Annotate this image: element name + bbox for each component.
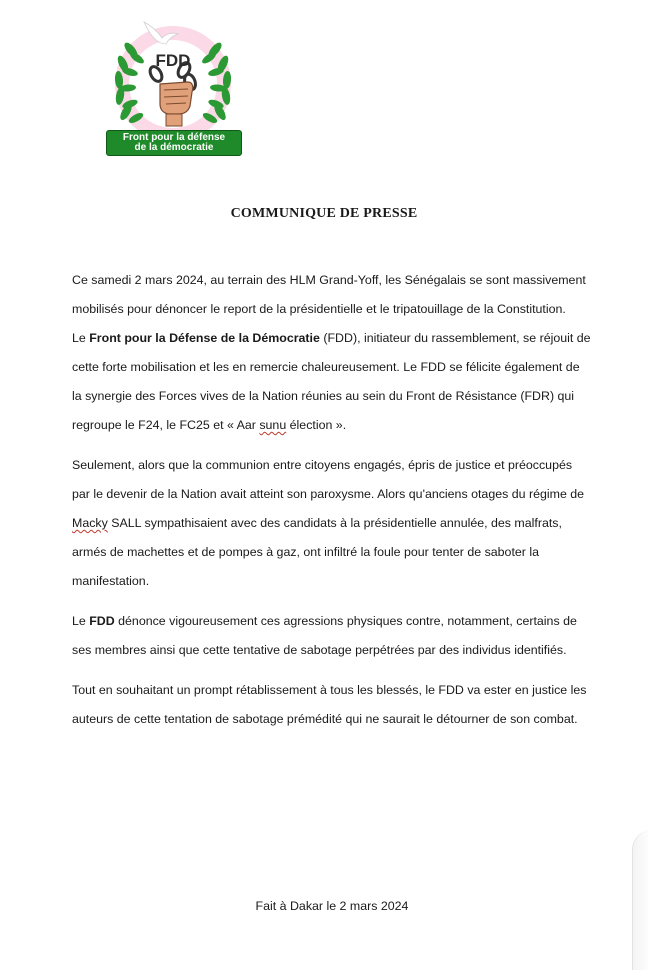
fdd-acronym: FDD xyxy=(89,614,115,628)
communique-body xyxy=(72,266,592,734)
text-line: auteurs de cette tentation de sabotage prémédité qui ne saurait le détourner de son combat. xyxy=(72,712,578,726)
fdd-logo xyxy=(100,14,246,156)
logo-banner-line1: Front pour la défense xyxy=(122,132,226,143)
logo-banner-line2: de la démocratie xyxy=(134,142,214,153)
signature-place-date: Fait à Dakar le 2 mars 2024 xyxy=(255,899,409,913)
text-line: armés de machettes et de pompes à gaz, ont infiltré la foule pour tenter de saboter la xyxy=(72,545,539,559)
text-line: Tout en souhaitant un prompt rétablissement à tous les blessés, le FDD va ester en justice les xyxy=(72,683,587,697)
text-line xyxy=(72,411,592,440)
spellcheck-word: Macky xyxy=(72,516,108,530)
page-title: COMMUNIQUE DE PRESSE xyxy=(230,206,418,221)
text-line: Seulement, alors que la communion entre citoyens engagés, épris de justice et préoccupés xyxy=(72,458,573,472)
page-curl xyxy=(632,830,648,970)
text-line: cette forte mobilisation et les en remercie chaleureusement. Le FDD se félicite également de xyxy=(72,360,580,374)
text-fragment: regroupe le F24, le FC25 et « Aar xyxy=(72,418,260,432)
text-line xyxy=(72,324,592,353)
text-fragment: Le xyxy=(72,614,90,628)
paragraph-3 xyxy=(72,607,592,665)
text-fragment: dénonce vigoureusement ces agressions physiques contre, notamment, certains de xyxy=(114,614,577,628)
paragraph-1 xyxy=(72,266,592,440)
text-line: manifestation. xyxy=(72,574,150,588)
fdd-full-name: Front pour la Défense de la Démocratie xyxy=(89,331,320,345)
text-line: la synergie des Forces vives de la Nation réunies au sein du Front de Résistance (FDR) qui xyxy=(72,389,575,403)
text-line: ses membres ainsi que cette tentative de sabotage perpétrées par des individus identifiés. xyxy=(72,643,567,657)
text-fragment: Le xyxy=(72,331,90,345)
spellcheck-word: sunu xyxy=(259,418,287,432)
text-line: par le devenir de la Nation avait atteint son paroxysme. Alors qu'anciens otages du régime de xyxy=(72,487,585,501)
logo-banner xyxy=(106,130,242,156)
text-line: mobilisés pour dénoncer le report de la présidentielle et le tripatouillage de la Constitution. xyxy=(72,302,566,316)
text-fragment: SALL sympathisaient avec des candidats à la présidentielle annulée, des malfrats, xyxy=(107,516,562,530)
text-fragment: (FDD), initiateur du rassemblement, se réjouit de xyxy=(319,331,591,345)
text-line xyxy=(72,509,592,538)
text-line xyxy=(72,607,592,636)
text-line: Ce samedi 2 mars 2024, au terrain des HLM Grand-Yoff, les Sénégalais se sont massivement xyxy=(72,273,586,287)
paragraph-2 xyxy=(72,451,592,596)
paragraph-4 xyxy=(72,676,592,734)
logo-letters: FDD xyxy=(155,51,191,70)
text-fragment: élection ». xyxy=(286,418,347,432)
